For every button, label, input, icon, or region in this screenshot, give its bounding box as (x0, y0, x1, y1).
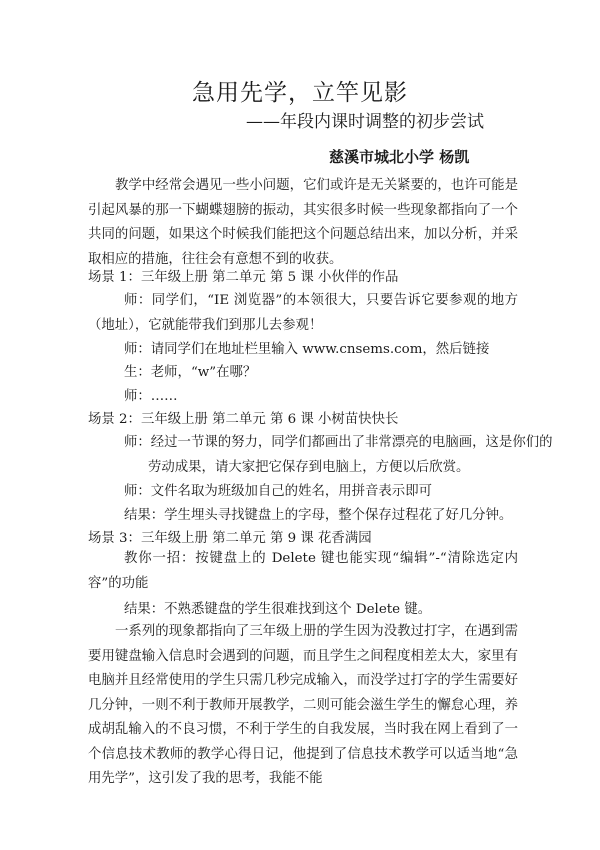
document-subtitle: ——年段内课时调整的初步尝试 (246, 112, 484, 132)
scene2-teacher-line-1a: 师：经过一节课的努力，同学们都画出了非常漂亮的电脑画，这是你们的 (124, 435, 553, 450)
intro-paragraph: 教学中经常会遇见一些小问题，它们或许是无关紧要的，也许可能是引起风暴的那一下蝴蝶翅膀的振动，其实很多时候一些现象都指向了一个共同的问题，如果这个时候我们能把这个问题总结出来，加以分析，并采取相应的措施，往往会有意想不到的收获。 (88, 178, 518, 267)
scene1-student-line: 生：老师，“w”在哪？ (124, 365, 257, 380)
document-title: 急用先学，立竿见影 (192, 80, 408, 106)
scene3-heading: 场景 3：三年级上册 第二单元 第 9 课 花香满园 (88, 531, 372, 546)
scene2-teacher-line-1b: 劳动成果，请大家把它保存到电脑上，方便以后欣赏。 (148, 460, 470, 475)
scene1-teacher-line-3: 师：…… (124, 389, 178, 404)
scene2-teacher-line-2: 师：文件名取为班级加自己的姓名，用拼音表示即可 (124, 484, 432, 499)
scene1-teacher-line-1: 师：同学们，“IE 浏览器”的本领很大，只要告诉它要参观的地方（地址），它就能带我们到那儿去参观！ (88, 293, 518, 333)
scene3-result-line: 结果：不熟悉键盘的学生很难找到这个 Delete 键。 (124, 602, 432, 617)
scene1-teacher-line-2: 师：请同学们在地址栏里输入 www.cnsems.com，然后链接 (124, 342, 490, 357)
scene1-heading: 场景 1：三年级上册 第二单元 第 5 课 小伙伴的作品 (88, 270, 399, 285)
scene2-result-line: 结果：学生埋头寻找键盘上的字母，整个保存过程花了好几分钟。 (124, 508, 513, 523)
conclusion-paragraph: 一系列的现象都指向了三年级上册的学生因为没教过打字，在遇到需要用键盘输入信息时会遇到的问题，而且学生之间程度相差太大，家里有电脑并且经常使用的学生只需几秒完成输入，而没学过打字的学生需要好几分钟，一则不利于教师开展教学，二则可能会滋生学生的懈怠心理，养成胡乱输入的不良习惯，不利于学生的自我发展，当时我在网上看到了一个信息技术教师的教学心得日记，他提到了信息技术教学可以适当地“急用先学”，这引发了我的思考，我能不能 (88, 624, 518, 786)
scene3-tip-line: 教你一招：按键盘上的 Delete 键也能实现“编辑”-“清除选定内容”的功能 (88, 551, 518, 591)
scene2-heading: 场景 2：三年级上册 第二单元 第 6 课 小树苗快快长 (88, 412, 399, 427)
author-line: 慈溪市城北小学 杨凯 (329, 148, 470, 166)
